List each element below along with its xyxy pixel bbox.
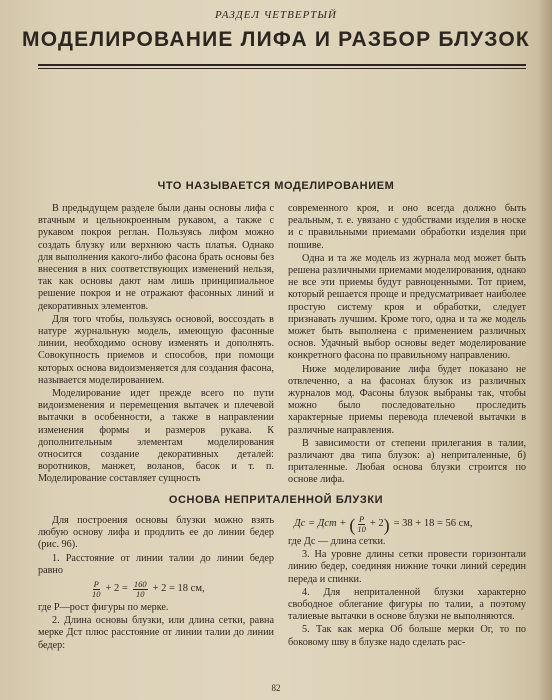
text-column-2 (288, 203, 526, 487)
paragraph: Для того чтобы, пользуясь основой, воссоздать в натуре журнальную модель, имеющую фасонные линии, необходимо основу изменять и дополнять. Совокупность приемов и способов, при помощи которых основа видоизменяется для создания фасона, называется моделированием. (38, 313, 274, 386)
page-number: 82 (271, 683, 281, 693)
paragraph: 3. На уровне длины сетки провести горизонтали линию бедер, соединяя нижние точки линий середин переда и спинки. (288, 549, 526, 585)
paragraph: В предыдущем разделе были даны основы лифа с втачным и цельнокроенным рукавом, а также с рукавом покроя реглан. Пользуясь лифом можно создать блузку или верхнюю часть платья. Однако для выполнения какого-либо фасона брать основы без внесения в них соответствующих изменений нельзя, так как основы дают нам лишь принципиальное решение покроя и не отражают фасонных линий и декоративных элементов. (38, 203, 274, 312)
fraction: $\frac{P}{10}$ (357, 514, 366, 534)
paragraph: Ниже моделирование лифа будет показано не отвлеченно, а на фасонах блузок из различных журналов мод. Фасоны блузок выбраны так, чтобы можно было последовательно проследить характерные приемы перевода плечевой вытачки в различные направления. (288, 363, 526, 436)
text-column-4 (288, 515, 526, 649)
title-rule-thick (38, 64, 526, 66)
text-column-3 (38, 515, 274, 652)
fraction: $\frac{P}{10}$ (92, 579, 101, 600)
paragraph: где Дс — длина сетки. (288, 536, 386, 547)
paragraph: Одна и та же модель из журнала мод может быть решена различными приемами моделирования, однако не все эти приемы будут равноценными. Тот прием, который решается проще и предусматривает наиболее простую систему кроя и обработки, следует признавать лучшим. Кроме того, одна и та же модель может быть выполнена с применением различных основ. Удачный выбор основы ведет моделирование конкретного фасона по правильному направлению. (288, 252, 526, 362)
paragraph: Для построения основы блузки можно взять любую основу лифа и продлить ее до линии бедер (рис. 96). (38, 515, 274, 551)
fraction: $\frac{160}{10}$ (133, 579, 147, 600)
page-edge-shadow (538, 0, 552, 700)
text-column-1 (38, 203, 274, 486)
formula-hip-distance: $\frac{P}{10}$ + 2 = $\frac{160}{10}$ + 2 = 18 см, (92, 579, 205, 600)
paragraph: 1. Расстояние от линии талии до линии бедер равно (38, 552, 274, 576)
paragraph: 5. Так как мерка Об больше мерки Ог, то по боковому шву в блузке надо сделать рас- (288, 624, 526, 648)
section-heading-modeling: ЧТО НАЗЫВАЕТСЯ МОДЕЛИРОВАНИЕМ (157, 180, 395, 192)
section-heading-blouse-base: ОСНОВА НЕПРИТАЛЕННОЙ БЛУЗКИ (168, 494, 384, 506)
paragraph: Моделирование идет прежде всего по пути видоизменения и перемещения вытачек и плечевой вытачки в особенности, а также в направлении изменения формы и размеров рукава. К дополнительным элементам моделирования относится создание декоративных деталей: воротников, манжет, воланов, басок и т. п. Моделирование составляет сущность (38, 388, 274, 485)
paragraph: где P—рост фигуры по мерке. (38, 602, 169, 614)
paragraph: 2. Длина основы блузки, или длина сетки, равна мерке Дст плюс расстояние от линии талии до линии бедер: (38, 615, 274, 651)
paragraph: современного кроя, и оно всегда должно быть реальным, т. е. увязано с удобствами изделия в носке и с правильными приемами обработки изделия при пошиве. (288, 203, 526, 251)
section-label: РАЗДЕЛ ЧЕТВЕРТЫЙ (215, 9, 337, 21)
paragraph: 4. Для неприталенной блузки характерно свободное облегание фигуры по талии, а поэтому талиевые вытачки в основе блузки не выполняются. (288, 586, 526, 623)
formula-grid-length: Дс = Дст + ( $\frac{P}{10}$ + 2 ) = 38 + 18 = 56 см, (294, 514, 473, 535)
title-rule-thin (38, 68, 526, 69)
page-title: МОДЕЛИРОВАНИЕ ЛИФА И РАЗБОР БЛУЗОК (22, 28, 530, 51)
paragraph: В зависимости от степени прилегания в талии, различают два типа блузок: а) неприталенные, б) приталенные. Любая основа блузки строится по основе лифа. (288, 437, 526, 486)
